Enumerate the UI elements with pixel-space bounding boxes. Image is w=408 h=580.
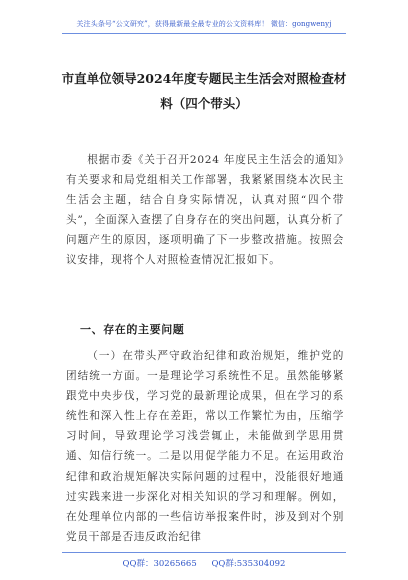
section-heading: 一、存在的主要问题 <box>80 323 185 336</box>
footer-contacts <box>0 557 408 569</box>
section-paragraph: （一）在带头严守政治纪律和政治规矩，维护党的团结统一方面。一是理论学习系统性不足。虽然能够紧跟党中央步伐，学习党的最新理论成果，但在学习的系统性和深入性上存在差距，常以工作繁忙为由，压缩学习时间，导致理论学习浅尝辄止，未能做到学思用贯通、知信行统一。二是以用促学能力不足。在运用政治纪律和政治规矩解决实际问题的过程中，没能很好地通过实践来进一步深化对相关知识的学习和理解。例如，在处理单位内部的一些信访举报案件时，涉及到对个别党员干部是否违反政治纪律 <box>66 350 344 543</box>
footer-qq-group-1: QQ群：30265665 <box>122 559 197 569</box>
header-divider <box>62 33 346 34</box>
header-note: 关注头条号“公文研究”，获得最新最全最专业的公文资料库！ 微信：gongwenyj <box>76 20 332 28</box>
document-title: 市直单位领导2024年度专题民主生活会对照检查材料（四个带头） <box>61 71 347 111</box>
footer-qq-group-2: QQ群:535304092 <box>211 559 286 569</box>
intro-paragraph: 根据市委《关于召开2024 年度民主生活会的通知》有关要求和局党组相关工作部署，我紧紧围绕本次民主生活会主题，结合自身实际情况，认真对照“四个带头”，全面深入查摆了自身存在的突出问题，认真分析了问题产生的原因，逐项明确了下一步整改措施。按照会议安排，现将个人对照检查情况汇报如下。 <box>66 154 344 267</box>
footer-divider <box>62 552 346 553</box>
